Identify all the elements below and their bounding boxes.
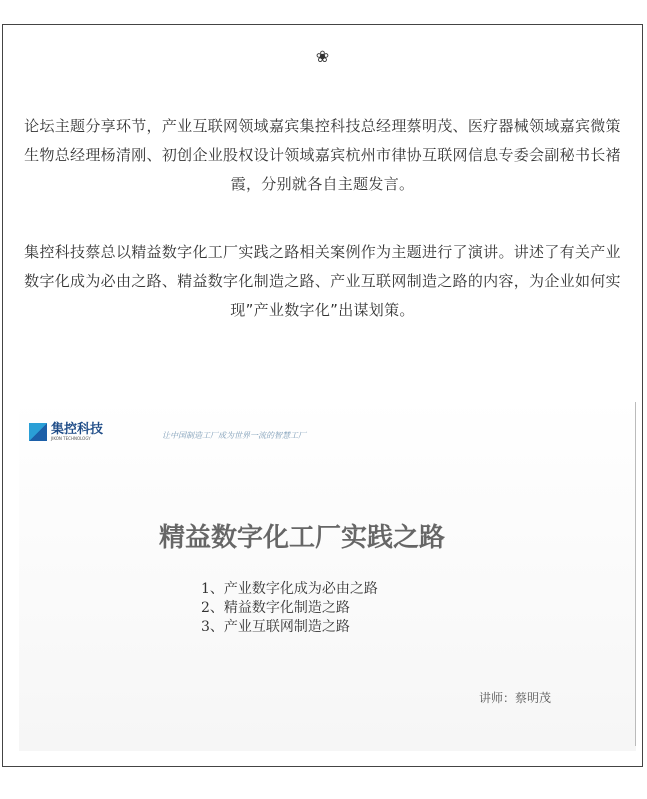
paragraph-forum: 论坛主题分享环节，产业互联网领域嘉宾集控科技总经理蔡明茂、医疗器械领域嘉宾微策生物总经理杨清刚、初创企业股权设计领域嘉宾杭州市律协互联网信息专委会副秘书长褚霞，分别就各自主题发言。 bbox=[24, 117, 621, 193]
slide-item: 3、产业互联网制造之路 bbox=[201, 619, 350, 635]
slide-image bbox=[19, 397, 636, 751]
slide-title: 精益数字化工厂实践之路 bbox=[159, 523, 446, 553]
company-logo bbox=[29, 423, 103, 441]
slide-slogan: 让中国制造工厂成为世界一流的智慧工厂 bbox=[162, 431, 306, 440]
slide-item: 2、精益数字化制造之路 bbox=[201, 600, 350, 616]
logo-sub: JIKON TECHNOLOGY bbox=[51, 436, 91, 441]
logo-name: 集控科技 bbox=[51, 422, 104, 437]
slide-edge bbox=[635, 402, 636, 746]
article-frame bbox=[2, 24, 643, 767]
flower-icon: ❀ bbox=[315, 47, 330, 66]
paragraph-speech: 集控科技蔡总以精益数字化工厂实践之路相关案例作为主题进行了演讲。讲述了有关产业数字化成为必由之路、精益数字化制造之路、产业互联网制造之路的内容，为企业如何实现”产业数字化”出谋划策。 bbox=[24, 243, 621, 319]
slide-items bbox=[201, 580, 378, 637]
slide-speaker: 讲师：蔡明茂 bbox=[479, 691, 552, 705]
logo-mark-icon bbox=[29, 423, 47, 441]
slide-item: 1、产业数字化成为必由之路 bbox=[201, 581, 378, 597]
